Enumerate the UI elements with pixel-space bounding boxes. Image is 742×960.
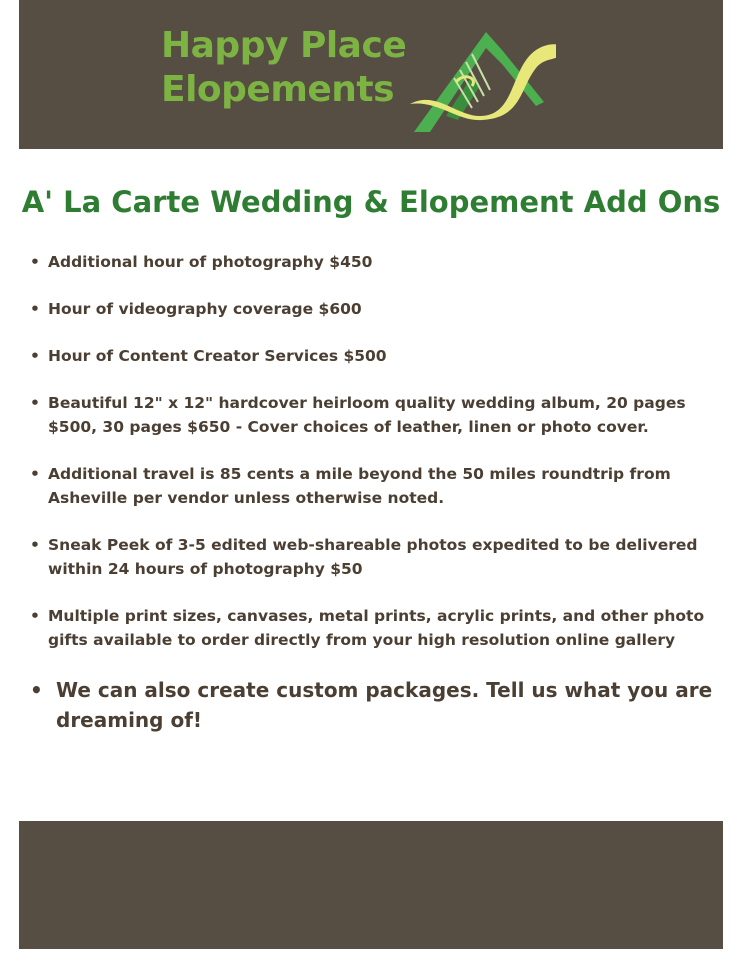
list-item-text: Hour of videography coverage $600 xyxy=(48,300,362,318)
list-item-text: Beautiful 12" x 12" hardcover heirloom quality wedding album, 20 pages $500, 30 pages $650 - Cover choices of leather, linen or photo cover. xyxy=(48,394,686,436)
logo-line-2: Elopements xyxy=(161,69,395,110)
list-item-text: Additional hour of photography $450 xyxy=(48,253,373,271)
page-title: A' La Carte Wedding & Elopement Add Ons xyxy=(21,185,721,219)
list-item xyxy=(30,391,720,439)
bullet: • xyxy=(30,394,40,412)
bullet: • xyxy=(30,253,40,271)
mountain-wave-logo-icon xyxy=(386,20,556,140)
list-item-text: Sneak Peek of 3-5 edited web-shareable photos expedited to be delivered within 24 hours of photography $50 xyxy=(48,536,698,578)
list-item xyxy=(30,297,720,321)
bullet: • xyxy=(30,300,40,318)
bullet: • xyxy=(30,465,40,483)
custom-packages-note xyxy=(30,675,720,735)
list-item xyxy=(30,344,720,368)
list-item xyxy=(30,604,720,652)
addons-list xyxy=(30,250,720,758)
list-item-text: Hour of Content Creator Services $500 xyxy=(48,347,387,365)
bullet: • xyxy=(30,536,40,554)
bullet: • xyxy=(30,607,40,625)
list-item-text: Multiple print sizes, canvases, metal prints, acrylic prints, and other photo gifts available to order directly from your high resolution online gallery xyxy=(48,607,705,649)
list-item xyxy=(30,250,720,274)
footer-banner xyxy=(19,821,723,949)
bullet: • xyxy=(30,347,40,365)
list-item xyxy=(30,462,720,510)
custom-note-text: We can also create custom packages. Tell us what you are dreaming of! xyxy=(56,678,713,732)
list-item-text: Additional travel is 85 cents a mile beyond the 50 miles roundtrip from Asheville per vendor unless otherwise noted. xyxy=(48,465,671,507)
bullet: • xyxy=(30,678,43,702)
brand-logo-text xyxy=(161,24,406,112)
logo-line-1: Happy Place xyxy=(161,25,407,66)
list-item xyxy=(30,533,720,581)
